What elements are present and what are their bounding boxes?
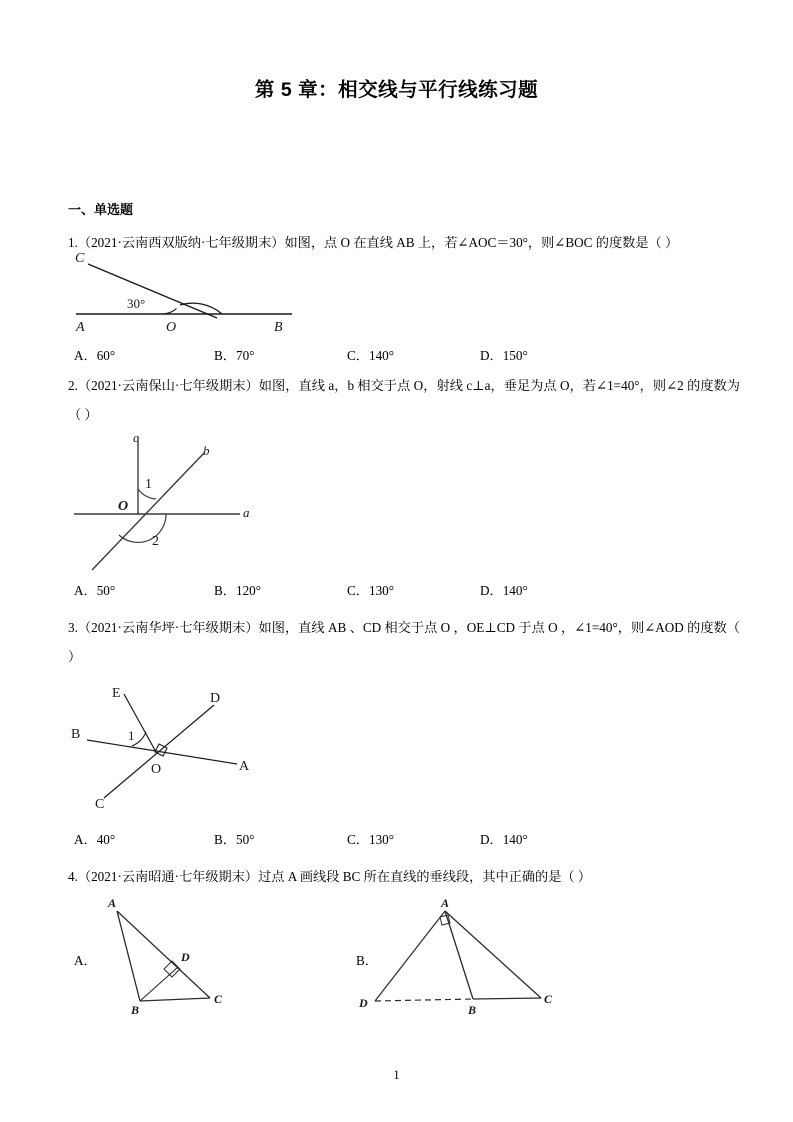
question-4-text: 4.（2021·云南昭通·七年级期末）过点 A 画线段 BC 所在直线的垂线段，其中正确的是（ ） — [68, 869, 592, 884]
question-3-figure — [62, 680, 282, 815]
question-1-option-a[interactable]: A．60° — [74, 348, 116, 363]
page-number: 1 — [393, 1068, 400, 1082]
svg-text:C: C — [95, 797, 105, 812]
svg-text:B: B — [71, 727, 81, 742]
svg-text:C: C — [544, 992, 553, 1006]
svg-text:A: A — [239, 759, 250, 774]
svg-text:D: D — [359, 996, 368, 1010]
svg-text:B: B — [274, 320, 283, 335]
question-2-text: 2.（2021·云南保山·七年级期末）如图，直线 a，b 相交于点 O，射线 c⊥a，垂足为点 O，若∠1=40°，则∠2 的度数为（ ） — [68, 378, 740, 422]
svg-text:O: O — [151, 762, 162, 777]
svg-text:A: A — [108, 896, 117, 910]
svg-text:D: D — [210, 691, 221, 706]
question-1-figure — [62, 248, 312, 336]
question-3-text: 3.（2021·云南华坪·七年级期末）如图，直线 AB 、CD 相交于点 O ，OE⊥CD 于点 O ，∠1=40°，则∠AOD 的度数（ ） — [68, 620, 740, 664]
svg-text:C: C — [214, 992, 223, 1006]
question-1-option-d[interactable]: D．150° — [480, 348, 528, 363]
question-4-figure-b — [345, 893, 575, 1018]
svg-text:1: 1 — [145, 477, 152, 492]
question-4-choice-b-label[interactable]: B． — [356, 953, 378, 968]
question-1-option-b[interactable]: B．70° — [214, 348, 255, 363]
svg-text:B: B — [468, 1003, 477, 1017]
question-3-option-a[interactable]: A．40° — [74, 832, 116, 847]
question-3-options — [0, 829, 793, 851]
question-3-option-b[interactable]: B．50° — [214, 832, 255, 847]
question-2-option-c[interactable]: C．130° — [347, 583, 395, 598]
svg-text:C: C — [75, 251, 85, 266]
svg-text:E: E — [112, 686, 121, 701]
svg-text:O: O — [118, 499, 129, 514]
question-4-figure-a — [62, 893, 292, 1018]
question-4-choice-a-label[interactable]: A． — [74, 953, 97, 968]
svg-text:30°: 30° — [127, 296, 146, 311]
question-1-text: 1.（2021·云南西双版纳·七年级期末）如图，点 O 在直线 AB 上，若∠AOC＝30°，则∠BOC 的度数是（ ） — [68, 235, 679, 250]
svg-text:1: 1 — [128, 728, 135, 743]
svg-text:2: 2 — [152, 534, 159, 549]
svg-text:D: D — [181, 950, 190, 964]
svg-text:O: O — [166, 320, 177, 335]
svg-text:A: A — [441, 896, 450, 910]
page-title: 第 5 章：相交线与平行线练习题 — [254, 79, 539, 101]
question-2-option-b[interactable]: B．120° — [214, 583, 262, 598]
svg-text:B: B — [131, 1003, 140, 1017]
question-1-option-c[interactable]: C．140° — [347, 348, 395, 363]
svg-text:a: a — [243, 505, 250, 520]
question-1-options — [0, 345, 793, 367]
question-2-option-a[interactable]: A．50° — [74, 583, 116, 598]
question-2-figure — [62, 432, 282, 577]
question-2-option-d[interactable]: D．140° — [480, 583, 528, 598]
question-3-option-c[interactable]: C．130° — [347, 832, 395, 847]
svg-text:c: c — [133, 432, 139, 445]
svg-text:b: b — [203, 443, 210, 458]
question-3-option-d[interactable]: D．140° — [480, 832, 528, 847]
question-2-options — [0, 580, 793, 602]
svg-text:A: A — [76, 320, 85, 335]
section-heading-multiple-choice: 一、单选题 — [68, 202, 134, 217]
